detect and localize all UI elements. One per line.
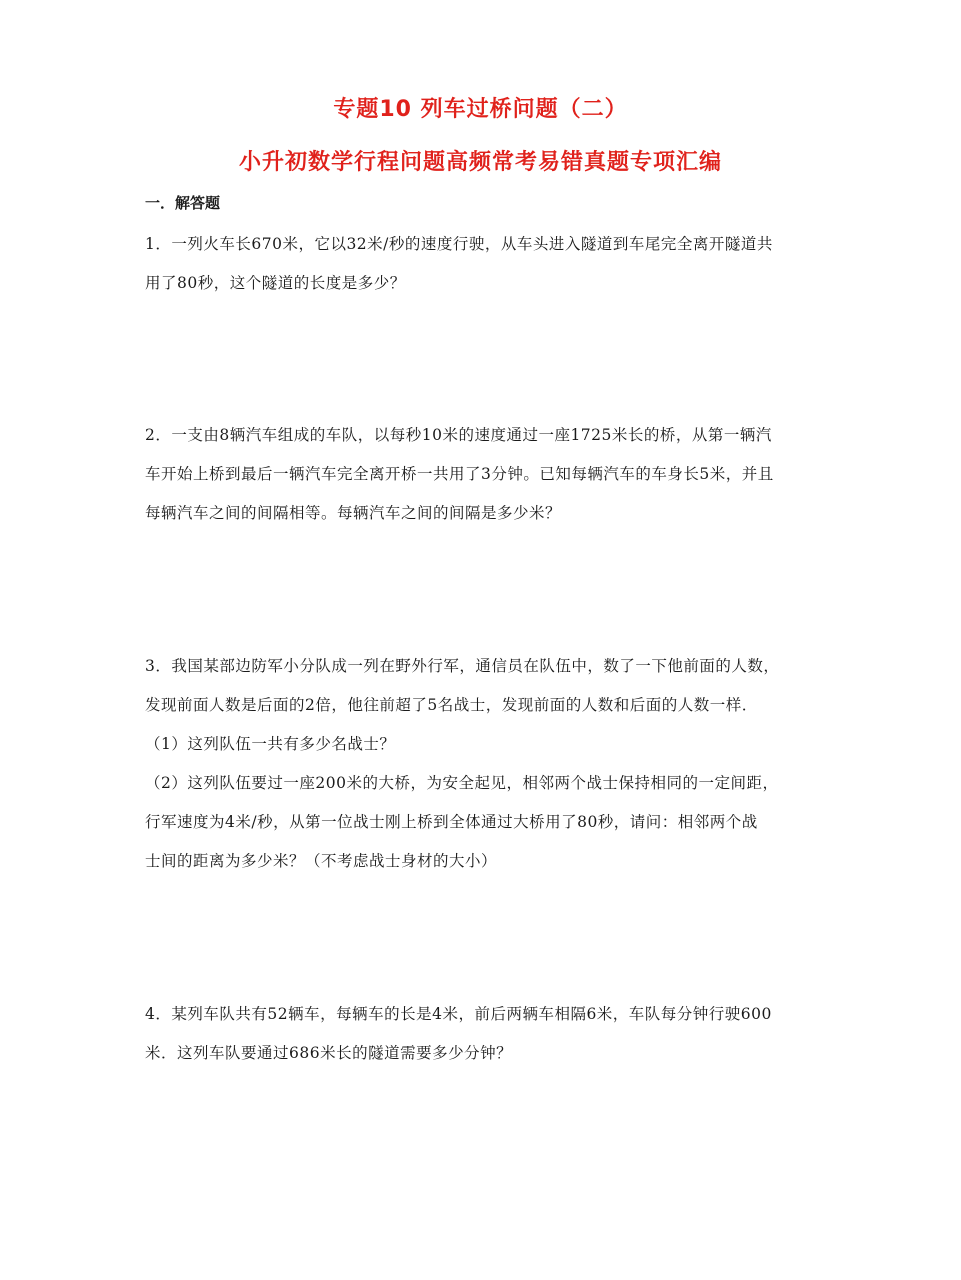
question-3 [145, 647, 835, 881]
question-subpart: （2）这列队伍要过一座200米的大桥，为安全起见，相邻两个战士保持相同的一定间距， [145, 774, 779, 792]
question-1 [145, 225, 835, 303]
question-line: 2．一支由8辆汽车组成的车队，以每秒10米的速度通过一座1725米长的桥，从第一辆汽 [145, 426, 772, 444]
question-line: 3．我国某部边防军小分队成一列在野外行军，通信员在队伍中，数了一下他前面的人数， [145, 657, 780, 675]
question-4 [145, 995, 835, 1073]
question-2 [145, 416, 835, 533]
document-subtitle: 小升初数学行程问题高频常考易错真题专项汇编 [238, 150, 722, 175]
question-line: 1．一列火车长670米，它以32米/秒的速度行驶，从车头进入隧道到车尾完全离开隧道共 [145, 235, 773, 253]
question-line: 米．这列车队要通过686米长的隧道需要多少分钟？ [145, 1044, 513, 1062]
section-heading: 一．解答题 [145, 194, 221, 212]
question-subpart: （1）这列队伍一共有多少名战士？ [145, 735, 396, 753]
question-line: 4．某列车队共有52辆车，每辆车的长是4米，前后两辆车相隔6米，车队每分钟行驶600 [145, 1005, 772, 1023]
question-line: 用了80秒，这个隧道的长度是多少？ [145, 274, 406, 292]
question-line: 每辆汽车之间的间隔相等。每辆汽车之间的间隔是多少米？ [145, 504, 562, 522]
question-line: 行军速度为4米/秒，从第一位战士刚上桥到全体通过大桥用了80秒，请问：相邻两个战 [145, 813, 758, 831]
question-line: 士间的距离为多少米？（不考虑战士身材的大小） [145, 852, 498, 870]
question-line: 发现前面人数是后面的2倍，他往前超了5名战士，发现前面的人数和后面的人数一样． [145, 696, 758, 714]
document-title: 专题10 列车过桥问题（二） [333, 97, 628, 122]
question-line: 车开始上桥到最后一辆汽车完全离开桥一共用了3分钟。已知每辆汽车的车身长5米，并且 [145, 465, 774, 483]
